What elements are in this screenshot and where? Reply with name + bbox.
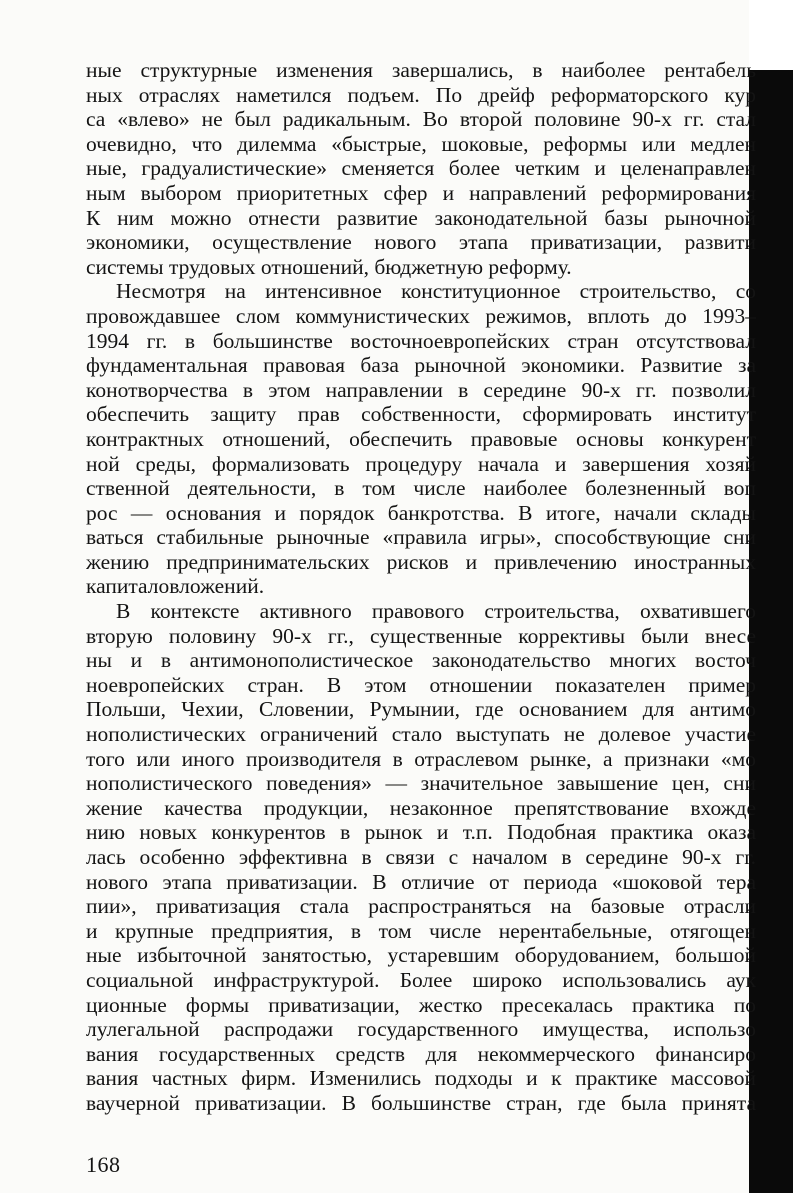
text-line: обеспечить защиту прав собственности, сформировать институт xyxy=(86,402,756,427)
text-line: ционные формы приватизации, жестко пресекалась практика по xyxy=(86,992,756,1017)
text-line: социальной инфраструктурой. Более широко использовались аук xyxy=(86,967,756,992)
text-line: Несмотря на интенсивное конституционное строительство, со xyxy=(116,279,756,304)
text-line: ные, градуалистические» сменяется более четким и целенаправлен xyxy=(86,156,756,181)
text-line: ны и в антимонополистическое законодательство многих восточ xyxy=(86,648,756,673)
paragraph-1 xyxy=(86,58,756,279)
text-line: вания государственных средств для некоммерческого финансиро xyxy=(86,1041,756,1066)
paragraph-3 xyxy=(86,599,756,1115)
text-line: нию новых конкурентов в рынок и т.п. Подобная практика оказа xyxy=(86,820,756,845)
text-line: рос — основания и порядок банкротства. В итоге, начали склады xyxy=(86,500,756,525)
text-line: провождавшее слом коммунистических режимов, вплоть до 1993– xyxy=(86,303,756,328)
page-number: 168 xyxy=(86,1152,121,1177)
text-column xyxy=(86,58,756,1116)
text-line: ноевропейских стран. В этом отношении показателен пример xyxy=(86,672,756,697)
text-line: фундаментальная правовая база рыночной экономики. Развитие за xyxy=(86,353,756,378)
text-line: очевидно, что дилемма «быстрые, шоковые, реформы или медлен xyxy=(86,131,756,156)
text-line: и крупные предприятия, в том числе нерентабельные, отягощен xyxy=(86,918,756,943)
text-line: ственной деятельности, в том числе наиболее болезненный воп xyxy=(86,476,756,501)
text-line: нополистических ограничений стало выступать не долевое участие xyxy=(86,722,756,747)
text-line: лулегальной распродажи государственного имущества, использо xyxy=(86,1017,756,1042)
text-line: ные структурные изменения завершались, в наиболее рентабель xyxy=(86,58,756,82)
text-line: конотворчества в этом направлении в середине 90-х гг. позволил xyxy=(86,377,756,402)
text-line: нополистического поведения» — значительное завышение цен, сни xyxy=(86,771,756,796)
text-line: ных отраслях наметился подъем. По дрейф реформаторского кур xyxy=(86,82,756,107)
text-line: ной среды, формализовать процедуру начала и завершения хозяй xyxy=(86,451,756,476)
text-line: системы трудовых отношений, бюджетную реформу. xyxy=(86,254,572,279)
text-line: К ним можно отнести развитие законодательной базы рыночной xyxy=(86,205,756,230)
text-line: ваучерной приватизации. В большинстве стран, где была принята xyxy=(86,1090,756,1115)
paragraph-2 xyxy=(86,279,756,599)
text-line: В контексте активного правового строительства, охватившего xyxy=(116,599,756,624)
text-line: ным выбором приоритетных сфер и направлений реформирования xyxy=(86,180,756,205)
text-line: капиталовложений. xyxy=(86,574,265,599)
text-line: контрактных отношений, обеспечить правовые основы конкурент xyxy=(86,426,756,451)
text-line: нового этапа приватизации. В отличие от периода «шоковой тера xyxy=(86,869,756,894)
text-line: пии», приватизация стала распространяться на базовые отрасли xyxy=(86,894,756,919)
text-line: вторую половину 90-х гг., существенные коррективы были внесе xyxy=(86,623,756,648)
text-line: жению предпринимательских рисков и привлечению иностранных xyxy=(86,549,756,574)
text-line: Польши, Чехии, Словении, Румынии, где основанием для антимо xyxy=(86,697,756,722)
text-line: того или иного производителя в отраслевом рынке, а признаки «мо xyxy=(86,746,756,771)
text-line: жение качества продукции, незаконное препятствование вхожде xyxy=(86,795,756,820)
text-line: ные избыточной занятостью, устаревшим оборудованием, большой xyxy=(86,943,756,968)
text-line: ваться стабильные рыночные «правила игры», способствующие сни xyxy=(86,525,756,550)
text-line: са «влево» не был радикальным. Во второй половине 90-х гг. стал xyxy=(86,107,756,132)
text-line: 1994 гг. в большинстве восточноевропейских стран отсутствовал xyxy=(86,328,756,353)
text-line: экономики, осуществление нового этапа приватизации, развити xyxy=(86,230,756,255)
text-line: лась особенно эффективна в связи с началом в середине 90-х гг. xyxy=(86,845,756,869)
text-line: вания частных фирм. Изменились подходы и к практике массовой xyxy=(86,1066,756,1091)
